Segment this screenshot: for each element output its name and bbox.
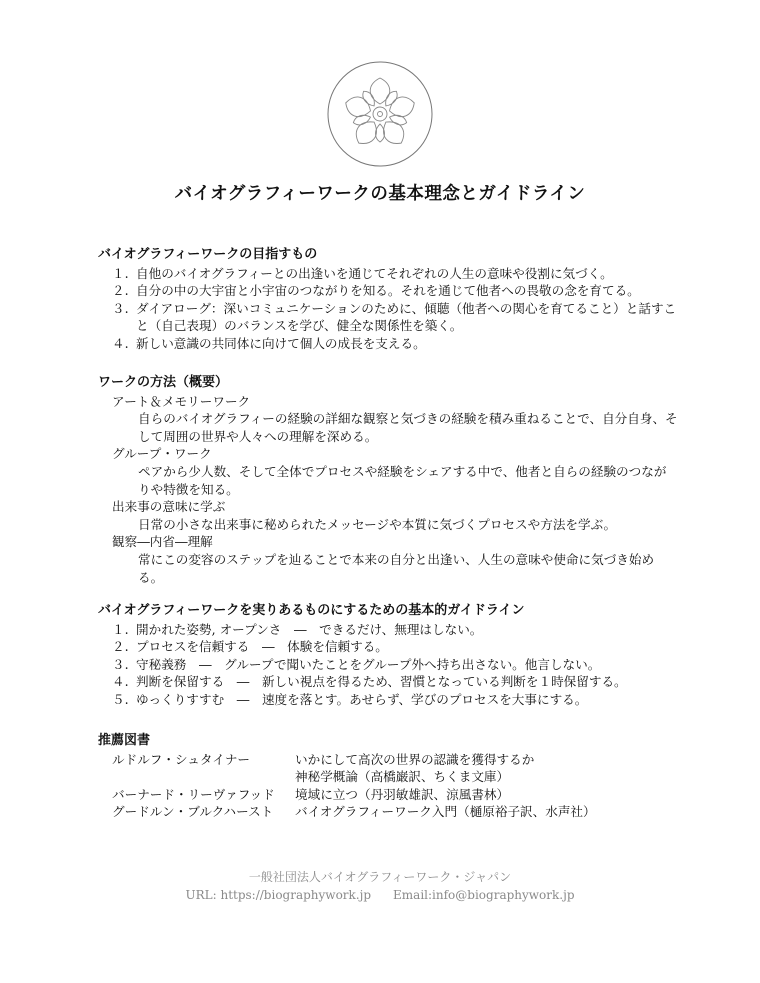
list-item	[98, 691, 678, 709]
item-text: 守秘義務 ― グループで聞いたことをグループ外へ持ち出さない。他言しない。	[136, 656, 601, 672]
method-name: 観察―内省―理解	[112, 534, 213, 550]
item-number: ４.	[112, 335, 129, 351]
item-text: 判断を保留する ― 新しい視点を得るため、習慣となっている判断を１時保留する。	[136, 674, 627, 690]
item-number: ４.	[112, 674, 129, 690]
footer-email-link[interactable]: Email:info@biographywork.jp	[393, 888, 575, 902]
footer	[0, 868, 760, 904]
list-item	[98, 673, 678, 691]
method-name: アート＆メモリーワーク	[112, 393, 251, 409]
list-item	[98, 638, 678, 656]
list-item	[98, 621, 678, 639]
item-number: ３.	[112, 656, 129, 672]
item-text: 自分の中の大宇宙と小宇宙のつながりを知る。それを通じて他者への畏敬の念を育てる。	[136, 283, 640, 299]
method-name: 出来事の意味に学ぶ	[112, 499, 226, 515]
method-description: ペアから少人数、そして全体でプロセスや経験をシェアする中で、他者と自らの経験のつながりや特徴を知る。	[138, 463, 667, 497]
item-number: １.	[112, 265, 129, 281]
item-text: 自他のバイオグラフィーとの出逢いを通じてそれぞれの人生の意味や役割に気づく。	[136, 265, 613, 281]
item-number: ５.	[112, 691, 129, 707]
item-text: ゆっくりすすむ ― 速度を落とす。あせらず、学びのプロセスを大事にする。	[136, 691, 588, 707]
book-row	[98, 786, 678, 804]
item-number: ２.	[112, 283, 129, 299]
goals-heading: バイオグラフィーワークの目指すもの	[98, 247, 318, 262]
rose-emblem-logo	[326, 60, 434, 168]
book-author: バーナード・リーヴァフッド	[112, 786, 275, 802]
list-item	[98, 265, 678, 283]
method-description: 日常の小さな出来事に秘められたメッセージや本質に気づくプロセスや方法を学ぶ。	[138, 516, 617, 532]
item-number: １.	[112, 621, 129, 637]
footer-contact	[0, 886, 760, 904]
item-text: ダイアローグ：深いコミュニケーションのために、傾聴（他者への関心を育てること）と話すこと（自己表現）のバランスを学び、健全な関係性を築く。	[136, 300, 677, 334]
guidelines-heading: バイオグラフィーワークを実りあるものにするための基本的ガイドライン	[98, 603, 525, 618]
guidelines-section	[98, 602, 678, 709]
method-description: 常にこの変容のステップを辿ることで本来の自分と出逢い、人生の意味や使命に気づき始める。	[138, 551, 655, 585]
item-text: 開かれた姿勢, オープンさ ― できるだけ、無理はしない。	[136, 621, 483, 637]
footer-url-link[interactable]: URL: https://biographywork.jp	[185, 888, 372, 902]
book-author: グードルン・ブルクハースト	[112, 804, 274, 820]
book-title: 境域に立つ（丹羽敏雄訳、涼風書林）	[295, 786, 510, 802]
page-title: バイオグラフィーワークの基本理念とガイドライン	[174, 184, 586, 204]
list-item	[98, 282, 678, 300]
item-text: プロセスを信頼する ― 体験を信頼する。	[136, 639, 388, 655]
book-title: 神秘学概論（高橋巌訳、ちくま文庫）	[295, 769, 510, 785]
book-row	[98, 751, 678, 769]
goals-section	[98, 246, 678, 353]
footer-organization: 一般社団法人バイオグラフィーワーク・ジャパン	[248, 870, 512, 884]
method-name: グループ・ワーク	[112, 446, 212, 462]
item-text: 新しい意識の共同体に向けて個人の成長を支える。	[136, 335, 426, 351]
methods-section	[98, 374, 678, 586]
list-item	[98, 335, 678, 353]
item-number: ２.	[112, 639, 129, 655]
methods-heading: ワークの方法（概要）	[98, 375, 229, 390]
book-title: いかにして高次の世界の認識を獲得するか	[295, 751, 535, 767]
book-author	[112, 768, 295, 786]
book-title: バイオグラフィーワーク入門（樋原裕子訳、水声社）	[295, 804, 596, 820]
book-row	[98, 768, 678, 786]
method-description: 自らのバイオグラフィーの経験の詳細な観察と気づきの経験を積み重ねることで、自分自身、そして周囲の世界や人々への理解を深める。	[138, 411, 678, 444]
books-section	[98, 732, 678, 821]
book-row	[98, 803, 678, 821]
list-item	[98, 300, 678, 335]
list-item	[98, 656, 678, 674]
item-number: ３.	[112, 300, 129, 316]
book-author: ルドルフ・シュタイナー	[112, 751, 251, 767]
books-heading: 推薦図書	[98, 733, 151, 748]
